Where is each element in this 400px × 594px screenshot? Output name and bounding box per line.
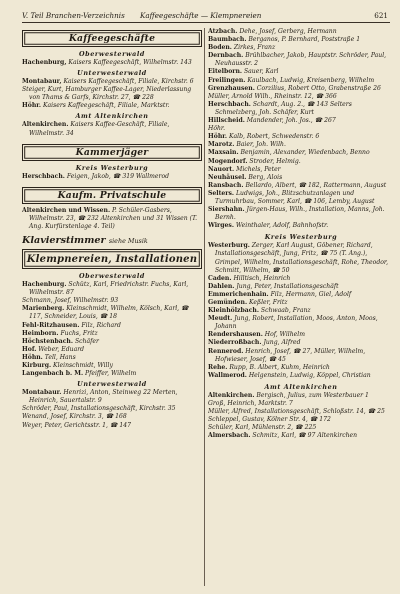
entry-text: Kaisers Kaffeegeschäft, Filiale, Marktstr. <box>42 102 170 110</box>
list-item <box>208 125 394 133</box>
list-item <box>208 307 394 315</box>
page-header <box>22 9 390 23</box>
list-item <box>208 85 394 93</box>
entry-text: Schwaab, Franz <box>260 307 311 315</box>
entry-text: P. Schüler-Gasbers, Wilhelmstr. 23, ☎ 232 Altenkirchen und 31 Wissen (T. Ang. Kurfürstenlage 4. Teil) <box>29 206 198 230</box>
entry-town: Kleinhölzbach. <box>208 307 259 315</box>
entry-text: Wenand, Josef, Kirchstr. 3, ☎ 168 <box>22 413 127 421</box>
list-item <box>22 405 202 413</box>
entry-text: Jürgen-Haus, Wilh., Installation, Manns, Joh. Bernh. <box>215 206 385 222</box>
list-item <box>208 432 394 440</box>
entry-text: Berg, Alois <box>248 173 283 181</box>
entry-text: Baier, Joh. Wilh. <box>236 141 286 149</box>
list-item <box>208 133 394 141</box>
entry-town: Maxsain. <box>208 149 239 157</box>
entry-text: Henrich, Josef, ☎ 27, Müller, Wilhelm, Hofwieser, Josef, ☎ 45 <box>215 347 366 363</box>
list-item <box>208 141 394 149</box>
list-item <box>22 354 202 362</box>
list-item <box>22 389 202 405</box>
entry-text: Schütz, Karl, Friedrichstr. Fuchs, Karl, Wilhelmstr. 87 <box>29 281 189 297</box>
entry-text: Schüler, Karl, Mühlenstr. 2, ☎ 225 <box>208 424 317 432</box>
entry-town: Höhn. <box>22 353 43 361</box>
list-item <box>208 117 394 125</box>
list-item <box>208 372 394 380</box>
entry-text: Höhr. <box>208 125 226 133</box>
list-item <box>208 392 394 400</box>
list-item <box>208 190 394 206</box>
entry-text: Bellardo, Albert, ☎ 182, Rattermann, August <box>245 181 387 189</box>
entry-town: Altenkirchen. <box>22 121 69 129</box>
banner-privatschule: Kaufm. Privatschule <box>22 187 202 204</box>
list-item <box>22 346 202 354</box>
list-item <box>208 222 394 230</box>
banner-kammerjaeger: Kammerjäger <box>22 144 202 161</box>
entry-town: Westerburg. <box>208 242 250 250</box>
entry-town: Herschbach. <box>22 172 65 180</box>
entry-text: Weyer, Peter, Gerichtsstr. 1, ☎ 147 <box>22 421 131 429</box>
entry-text: Steiger, Kurt, Hamburger Kaffee-Lager, Niederlassung von Thams & Garfs, Kirchstr. 27, ☎ 228 <box>22 86 192 102</box>
entry-town: Siershahn. <box>208 206 245 214</box>
list-item <box>22 322 202 330</box>
list-item <box>208 68 394 76</box>
entry-town: Höchstenbach. <box>22 337 73 345</box>
list-item <box>208 28 394 36</box>
list-item <box>208 424 394 432</box>
entry-text: Sauer, Karl <box>244 68 279 76</box>
list-item <box>22 281 202 297</box>
entry-text: Berganos, P. Bernhard, Poststraße 1 <box>248 36 361 44</box>
right-column <box>208 28 394 586</box>
entry-town: Boden. <box>208 44 232 52</box>
list-item <box>208 166 394 174</box>
entry-text: Schmann, Josef, Wilhelmstr. 93 <box>22 297 119 305</box>
entry-text: Schäfer <box>74 337 99 345</box>
entry-town: Freilingen. <box>208 76 246 84</box>
list-item <box>208 36 394 44</box>
entry-text: Keßler, Fritz <box>249 299 288 306</box>
entry-town: Baumbach. <box>208 36 247 44</box>
entry-town: Höhr. <box>22 102 42 110</box>
entry-town: Dahlen. <box>208 282 235 290</box>
section-heading: Unterwesterwald <box>77 380 147 389</box>
entry-text: Brühlbacher, Jakob, Hauptstr. Schröder, Paul, Neuhausstr. 2 <box>215 52 387 68</box>
entry-text: Kaisers Kaffeegeschäft, Filiale, Kirchstr. 6 <box>63 78 194 86</box>
list-item <box>208 182 394 190</box>
entry-town: Heimborn. <box>22 329 59 337</box>
entry-town: Hachenburg. <box>22 281 67 289</box>
list-item <box>208 400 394 408</box>
entry-text: Kaulbach, Ludwig, Kreisenberg, Wilhelm <box>247 76 375 84</box>
entry-town: Nauort. <box>208 165 235 173</box>
list-item <box>22 121 202 137</box>
list-item <box>22 413 202 421</box>
entry-text: Mandender, Joh. Jos., ☎ 267 <box>246 117 336 125</box>
section-heading: Kreis Westerburg <box>75 163 149 172</box>
list-item <box>208 408 394 416</box>
list-item <box>208 283 394 291</box>
entry-text: Kaisers Kaffeegeschäft, Wilhelmstr. 143 <box>68 59 192 66</box>
section-heading: Oberwesterwald <box>79 272 145 281</box>
left-column <box>22 28 202 586</box>
page-number: 621 <box>374 11 388 20</box>
klavier-title: Klavierstimmer <box>22 235 106 247</box>
entry-text: Schmitz, Karl, ☎ 97 Altenkirchen <box>252 432 358 440</box>
klavierstimmer-heading <box>22 235 202 246</box>
entry-town: Langenbach b. M. <box>22 370 84 378</box>
list-item <box>22 338 202 346</box>
entry-text: Bergisch, Julius, zum Westerbauer 1 <box>256 391 369 399</box>
section-heading: Unterwesterwald <box>77 69 147 78</box>
entry-town: Gemünden. <box>208 299 248 306</box>
entry-text: Müller, Alfred, Installationsgeschäft, Schloßstr. 14, ☎ 25 <box>208 408 385 416</box>
entry-town: Altenkirchen. <box>208 391 255 399</box>
list-item <box>208 242 394 274</box>
list-item <box>22 78 202 86</box>
entry-town: Höhr. <box>208 133 228 141</box>
right-top-list <box>208 28 394 230</box>
entry-town: Eitelborn. <box>208 68 243 76</box>
entry-text: Henrizi, Anton, Steinweg 22 Merten, Heinrich, Sauertalstr. 9 <box>29 389 178 405</box>
entry-town: Montabaur, <box>22 78 62 86</box>
entry-town: Herschbach. <box>208 100 251 108</box>
entry-text: Kleinschmidt, Willy <box>53 361 113 369</box>
klempner-oberwesterwald-list <box>22 281 202 378</box>
entry-town: Selters. <box>208 189 235 197</box>
entry-text: Tell, Hans <box>44 353 76 361</box>
list-item <box>208 158 394 166</box>
entry-text: Michels, Peter <box>236 165 281 173</box>
entry-town: Almersbach. <box>208 432 251 440</box>
list-item <box>208 416 394 424</box>
entry-text: Schleppel, Gustav, Kölner Str. 4, ☎ 172 <box>208 416 331 424</box>
entry-text: Zerger, Karl August, Göbener, Richard, Installationsgeschäft, Jung, Fritz, ☎ 75 (T. Ang.), Grimpel, Wilhelm, Installationsgeschäft, Rohe, Theodor, Schmitt, Wilhelm, ☎ 50 <box>215 242 389 274</box>
entry-text: Benjamin, Alexander, Wiedenbach, Benno <box>240 149 370 157</box>
entry-text: Helgenstein, Ludwig, Köppel, Christian <box>248 371 371 379</box>
entry-text: Jung, Robert, Installation, Moos, Anton, Moos, Johann <box>215 315 378 331</box>
entry-text: Groß, Heinrich, Marktstr. 7 <box>208 400 293 408</box>
entry-town: Hachenburg, <box>22 59 67 66</box>
kaffee-listing <box>22 50 202 138</box>
entry-text: Pfeiffer, Wilhelm <box>85 370 137 378</box>
list-item <box>208 101 394 117</box>
entry-text: Kleinschmidt, Wilhelm, Kölsch, Karl, ☎ 117, Schneider, Louis, ☎ 18 <box>29 305 189 321</box>
entry-town: Wallmerod. <box>208 371 247 379</box>
section-heading: Oberwesterwald <box>79 50 145 58</box>
list-item <box>208 339 394 347</box>
entry-town: Meudt. <box>208 315 233 323</box>
entry-text: Kalb, Robert, Schwedenstr. 6 <box>228 133 320 141</box>
entry-town: Atzbach. <box>208 28 238 35</box>
list-item <box>208 93 394 101</box>
entry-text: Rupp, B. Albert, Kuhm, Heinrich <box>229 363 330 371</box>
section-heading: Kreis Westerburg <box>264 233 338 242</box>
entry-text: Weber, Eduard <box>38 345 85 353</box>
list-item <box>22 422 202 430</box>
westerburg-list <box>208 242 394 380</box>
entry-text: Schröder, Paul, Installationsgeschäft, Kirchstr. 35 <box>22 405 176 413</box>
list-item <box>208 174 394 182</box>
list-item <box>208 348 394 364</box>
altenkirchen-list <box>208 392 394 441</box>
list-item <box>22 330 202 338</box>
list-item <box>22 59 202 67</box>
list-item <box>208 364 394 372</box>
entry-town: Rendershausen. <box>208 331 263 339</box>
header-section-title: V. Teil Branchen-Verzeichnis <box>22 11 125 20</box>
entry-town: Marienberg. <box>22 305 65 313</box>
entry-text: Hilltisch, Heinrich <box>233 274 291 282</box>
list-item <box>22 102 202 110</box>
entry-town: Altenkirchen und Wissen. <box>22 206 111 214</box>
entry-town: Rennerod. <box>208 347 244 355</box>
list-item <box>208 299 394 307</box>
list-item <box>208 206 394 222</box>
list-item <box>208 52 394 68</box>
list-item <box>22 370 202 378</box>
entry-town: Marotz. <box>208 141 235 149</box>
entry-town: Caden. <box>208 274 232 282</box>
list-item <box>22 173 202 181</box>
entry-town: Niederroßbach. <box>208 339 262 347</box>
entry-town: Grenzhausen. <box>208 84 255 92</box>
banner-klempnereien: Klempnereien, Installationen <box>22 249 202 269</box>
list-item <box>208 77 394 85</box>
column-divider <box>204 28 205 586</box>
list-item <box>22 297 202 305</box>
list-item <box>208 149 394 157</box>
section-heading: Amt Altenkirchen <box>264 382 338 391</box>
entry-town: Hof. <box>22 345 37 353</box>
list-item <box>22 207 202 231</box>
list-item <box>22 86 202 102</box>
entry-town: Mogendorf. <box>208 157 248 165</box>
entry-town: Neuhäusel. <box>208 173 247 181</box>
entry-town: Dernbach. <box>208 52 244 60</box>
entry-text: Jung, Peter, Installationsgeschäft <box>236 282 339 290</box>
entry-text: Kaisers Kaffee-Geschäft, Filiale, Wilhelmstr. 34 <box>29 121 170 137</box>
section-heading: Amt Altenkirchen <box>75 112 149 121</box>
list-item <box>208 315 394 331</box>
banner-kaffeegeschaefte: Kaffeegeschäfte <box>22 30 202 47</box>
list-item <box>22 362 202 370</box>
entry-text: Feigen, Jakob, ☎ 319 Wallmerod <box>66 172 170 180</box>
entry-text: Corzilius, Robert Otto, Grabenstraße 26 <box>256 84 381 92</box>
entry-text: Filz, Richard <box>81 321 121 329</box>
entry-town: Rehe. <box>208 363 228 371</box>
entry-town: Wirges. <box>208 222 234 230</box>
entry-town: Hillscheid. <box>208 117 245 125</box>
entry-text: Stroder, Helmig. <box>249 157 301 165</box>
entry-text: Filz, Hermann, Giel, Adolf <box>270 290 352 298</box>
entry-town: Ransbach. <box>208 181 244 189</box>
list-item <box>208 291 394 299</box>
entry-town: Emmerichenhain. <box>208 290 269 298</box>
entry-text: Weinthaler, Adolf, Bahnhofstr. <box>235 222 329 230</box>
entry-town: Fehl-Ritzhausen. <box>22 321 80 329</box>
list-item <box>208 44 394 52</box>
list-item <box>22 305 202 321</box>
header-range: Kaffeegeschäfte — Klempnereien <box>140 11 262 20</box>
entry-text: Schardt, Aug. 2., ☎ 143 Selters Schmelzberg, Joh. Schäfer, Kurt <box>215 100 352 116</box>
list-item <box>208 275 394 283</box>
entry-text: Ludwigs, Joh., Blitzschutzanlagen und Turmuhrbau, Sommer, Karl, ☎ 106, Lemby, August <box>215 189 375 205</box>
entry-text: Jung, Alfred <box>263 339 301 347</box>
entry-text: Hof, Wilhelm <box>264 331 305 339</box>
entry-town: Kirburg. <box>22 361 52 369</box>
entry-text: Dehe, Josef, Gerberg, Hermann <box>239 28 337 35</box>
entry-text: Fuchs, Fritz <box>60 329 98 337</box>
entry-text: Zirkes, Franz <box>233 44 276 52</box>
klempner-unterwesterwald-list <box>22 389 202 429</box>
list-item <box>208 331 394 339</box>
entry-text: Müller, Arnold Wilh., Rheinstr. 12, ☎ 366 <box>208 92 337 100</box>
see-reference: siehe Musik <box>108 237 148 246</box>
entry-town: Montabaur. <box>22 389 62 397</box>
